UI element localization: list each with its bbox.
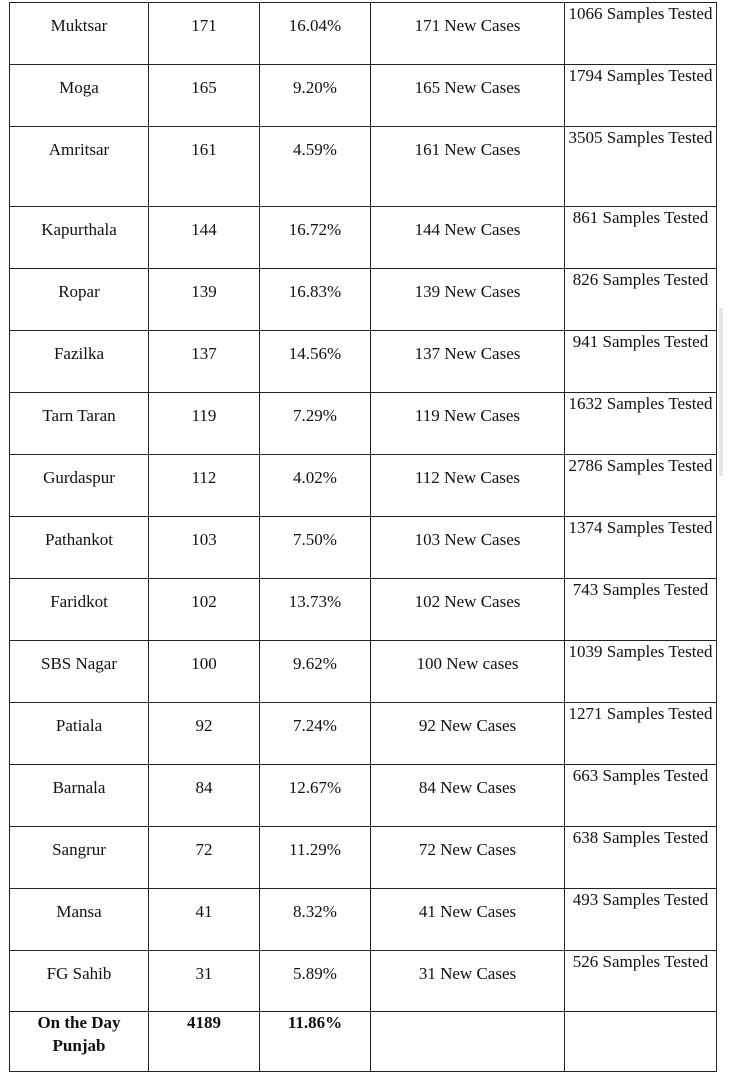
positivity-cell-text: 11.86% [287, 1013, 343, 1032]
district-cell [10, 331, 149, 393]
table-row [10, 127, 717, 207]
cases-cell [149, 641, 260, 703]
samples-cell-text: 743 Samples Tested [572, 580, 709, 599]
cases-cell [149, 889, 260, 951]
cases-cell-text: 102 [191, 592, 217, 611]
district-cell-text: Faridkot [50, 592, 108, 611]
district-cell-text: Moga [59, 78, 99, 97]
district-cell [10, 951, 149, 1012]
samples-cell-text: 1271 Samples Tested [568, 704, 713, 723]
district-cell [10, 207, 149, 269]
district-cell [10, 1012, 149, 1072]
district-cell-text: Amritsar [48, 140, 110, 159]
district-cell [10, 269, 149, 331]
new-cases-cell [371, 641, 565, 703]
positivity-cell [260, 1012, 371, 1072]
table-row [10, 269, 717, 331]
positivity-cell-text: 4.59% [293, 140, 337, 159]
positivity-cell-text: 12.67% [288, 778, 342, 797]
new-cases-cell [371, 65, 565, 127]
district-cell [10, 889, 149, 951]
cases-cell [149, 269, 260, 331]
samples-cell-text: 663 Samples Tested [572, 766, 709, 785]
cases-cell [149, 207, 260, 269]
district-cell-text: Muktsar [50, 16, 108, 35]
district-cell-text: FG Sahib [46, 964, 112, 983]
new-cases-cell-text: 112 New Cases [414, 468, 521, 487]
new-cases-cell [371, 455, 565, 517]
positivity-cell [260, 331, 371, 393]
district-cases-table [9, 2, 717, 1072]
new-cases-cell [371, 703, 565, 765]
district-cell-text: Mansa [56, 902, 102, 921]
samples-cell [565, 889, 717, 951]
cases-cell-text: 171 [191, 16, 217, 35]
table-row [10, 765, 717, 827]
table-row [10, 331, 717, 393]
samples-cell [565, 517, 717, 579]
district-cell [10, 827, 149, 889]
table-row [10, 889, 717, 951]
samples-cell [565, 207, 717, 269]
cases-cell [149, 765, 260, 827]
cases-cell-text: 112 [191, 468, 217, 487]
positivity-cell [260, 207, 371, 269]
table-row [10, 641, 717, 703]
total-row [10, 1012, 717, 1072]
cases-cell-text: 144 [191, 220, 217, 239]
positivity-cell-text: 7.29% [293, 406, 337, 425]
new-cases-cell [371, 579, 565, 641]
district-cell [10, 579, 149, 641]
positivity-cell-text: 4.02% [293, 468, 337, 487]
district-cell-text: Pathankot [45, 530, 113, 549]
district-cell-text: Sangrur [52, 840, 106, 859]
samples-cell-text: 493 Samples Tested [572, 890, 709, 909]
samples-cell [565, 331, 717, 393]
positivity-cell-text: 14.56% [288, 344, 342, 363]
positivity-cell [260, 455, 371, 517]
positivity-cell-text: 13.73% [288, 592, 342, 611]
new-cases-cell [371, 3, 565, 65]
district-cell [10, 127, 149, 207]
samples-cell [565, 641, 717, 703]
cases-cell-text: 100 [191, 654, 217, 673]
positivity-cell [260, 579, 371, 641]
cases-cell [149, 393, 260, 455]
new-cases-cell [371, 1012, 565, 1072]
new-cases-cell [371, 331, 565, 393]
new-cases-cell [371, 393, 565, 455]
cases-cell-text: 92 [195, 716, 213, 735]
table-row [10, 393, 717, 455]
cases-cell [149, 951, 260, 1012]
district-cell [10, 3, 149, 65]
new-cases-cell-text: 84 New Cases [418, 778, 517, 797]
district-cell-text: Patiala [55, 716, 103, 735]
positivity-cell [260, 65, 371, 127]
cases-cell-text: 31 [195, 964, 213, 983]
samples-cell [565, 65, 717, 127]
new-cases-cell [371, 951, 565, 1012]
samples-cell-text: 826 Samples Tested [572, 270, 709, 289]
positivity-cell [260, 517, 371, 579]
samples-cell-text: 2786 Samples Tested [568, 456, 713, 475]
positivity-cell [260, 951, 371, 1012]
samples-cell [565, 269, 717, 331]
cases-cell [149, 331, 260, 393]
samples-cell [565, 3, 717, 65]
cases-cell-text: 103 [191, 530, 217, 549]
table-row [10, 517, 717, 579]
positivity-cell [260, 703, 371, 765]
cases-cell [149, 127, 260, 207]
table-row [10, 65, 717, 127]
new-cases-cell-text: 165 New Cases [414, 78, 521, 97]
cases-cell [149, 579, 260, 641]
new-cases-cell [371, 889, 565, 951]
district-cell [10, 765, 149, 827]
cases-cell [149, 517, 260, 579]
new-cases-cell [371, 207, 565, 269]
new-cases-cell [371, 127, 565, 207]
table-row [10, 703, 717, 765]
cases-cell [149, 1012, 260, 1072]
new-cases-cell [371, 269, 565, 331]
samples-cell [565, 765, 717, 827]
district-cell [10, 65, 149, 127]
new-cases-cell-text: 102 New Cases [414, 592, 521, 611]
cases-cell [149, 3, 260, 65]
samples-cell [565, 703, 717, 765]
positivity-cell-text: 8.32% [293, 902, 337, 921]
samples-cell [565, 579, 717, 641]
positivity-cell [260, 269, 371, 331]
positivity-cell [260, 889, 371, 951]
cases-cell-text: 72 [195, 840, 213, 859]
table-row [10, 951, 717, 1012]
cases-cell [149, 65, 260, 127]
samples-cell [565, 127, 717, 207]
new-cases-cell-text: 92 New Cases [418, 716, 517, 735]
samples-cell-text: 1794 Samples Tested [568, 66, 713, 85]
new-cases-cell-text: 103 New Cases [414, 530, 521, 549]
cases-cell-text: 119 [191, 406, 217, 425]
samples-cell [565, 827, 717, 889]
new-cases-cell-text: 119 New Cases [414, 406, 521, 425]
positivity-cell [260, 641, 371, 703]
new-cases-cell-text: 137 New Cases [414, 344, 521, 363]
positivity-cell-text: 9.62% [293, 654, 337, 673]
samples-cell-text: 1039 Samples Tested [568, 642, 713, 661]
district-cell-text: On the Day Punjab [37, 1013, 121, 1055]
new-cases-cell-text: 100 New cases [416, 654, 519, 673]
positivity-cell-text: 16.04% [288, 16, 342, 35]
new-cases-cell-text: 41 New Cases [418, 902, 517, 921]
samples-cell [565, 455, 717, 517]
district-cell-text: Fazilka [53, 344, 105, 363]
new-cases-cell-text: 139 New Cases [414, 282, 521, 301]
positivity-cell [260, 393, 371, 455]
table-body [10, 3, 717, 1072]
table-row [10, 579, 717, 641]
positivity-cell-text: 7.24% [293, 716, 337, 735]
district-cell-text: Barnala [52, 778, 106, 797]
cases-cell-text: 4189 [187, 1013, 221, 1032]
new-cases-cell [371, 827, 565, 889]
samples-cell-text: 638 Samples Tested [572, 828, 709, 847]
cases-cell-text: 161 [191, 140, 217, 159]
positivity-cell-text: 16.83% [288, 282, 342, 301]
samples-cell [565, 1012, 717, 1072]
table-row [10, 455, 717, 517]
samples-cell [565, 393, 717, 455]
samples-cell [565, 951, 717, 1012]
samples-cell-text: 861 Samples Tested [572, 208, 709, 227]
positivity-cell-text: 9.20% [293, 78, 337, 97]
cases-cell-text: 84 [195, 778, 213, 797]
positivity-cell [260, 3, 371, 65]
samples-cell-text: 1632 Samples Tested [568, 394, 713, 413]
new-cases-cell-text: 144 New Cases [414, 220, 521, 239]
district-cell-text: Ropar [58, 282, 100, 301]
positivity-cell [260, 827, 371, 889]
cases-cell-text: 137 [191, 344, 217, 363]
district-cell [10, 517, 149, 579]
district-cell-text: SBS Nagar [40, 654, 118, 673]
new-cases-cell-text: 72 New Cases [418, 840, 517, 859]
samples-cell-text: 3505 Samples Tested [568, 128, 713, 147]
cases-cell-text: 41 [195, 902, 213, 921]
district-cell [10, 455, 149, 517]
samples-cell-text: 941 Samples Tested [572, 332, 709, 351]
positivity-cell-text: 16.72% [288, 220, 342, 239]
cases-cell [149, 827, 260, 889]
positivity-cell-text: 5.89% [293, 964, 337, 983]
cases-cell [149, 703, 260, 765]
positivity-cell [260, 127, 371, 207]
table-row [10, 3, 717, 65]
district-cell-text: Tarn Taran [42, 406, 116, 425]
new-cases-cell-text: 171 New Cases [414, 16, 521, 35]
samples-cell-text: 1066 Samples Tested [568, 4, 713, 23]
scrollbar[interactable] [719, 308, 723, 476]
district-cell-text: Kapurthala [41, 220, 117, 239]
district-cell [10, 703, 149, 765]
district-cell-text: Gurdaspur [43, 468, 115, 487]
new-cases-cell-text: 161 New Cases [414, 140, 521, 159]
district-cell [10, 393, 149, 455]
new-cases-cell [371, 765, 565, 827]
table-row [10, 827, 717, 889]
positivity-cell-text: 11.29% [289, 840, 341, 859]
positivity-cell-text: 7.50% [293, 530, 337, 549]
samples-cell-text: 526 Samples Tested [572, 952, 709, 971]
positivity-cell [260, 765, 371, 827]
cases-cell [149, 455, 260, 517]
table-row [10, 207, 717, 269]
new-cases-cell [371, 517, 565, 579]
district-cell [10, 641, 149, 703]
cases-cell-text: 165 [191, 78, 217, 97]
cases-cell-text: 139 [191, 282, 217, 301]
samples-cell-text: 1374 Samples Tested [568, 518, 713, 537]
new-cases-cell-text: 31 New Cases [418, 964, 517, 983]
